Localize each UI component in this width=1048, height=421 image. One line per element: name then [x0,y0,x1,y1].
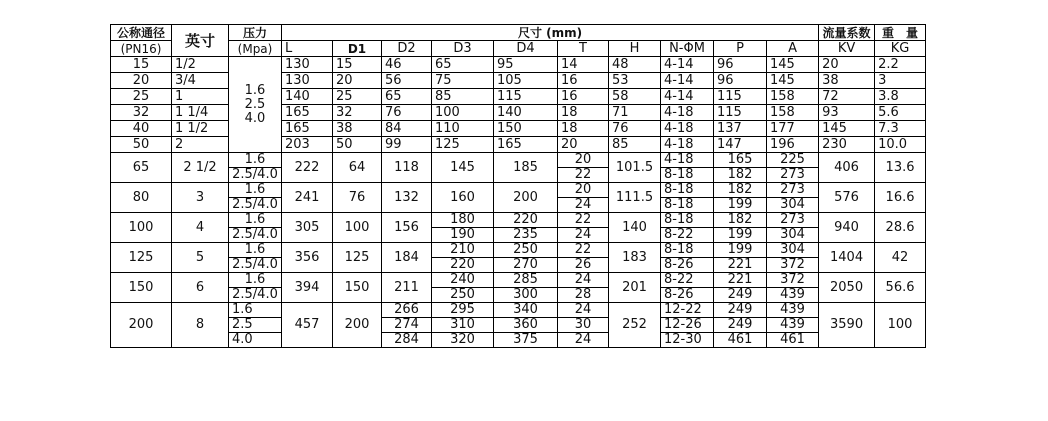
cell-nm: 4-18 [661,153,714,168]
cell-d2: 46 [382,57,432,73]
cell-kg: 3 [875,73,926,89]
cell-p: 115 [714,105,767,121]
cell-h: 140 [609,213,661,243]
cell-d4: 375 [494,333,558,348]
cell-kg: 28.6 [875,213,926,243]
cell-p: 221 [714,273,767,288]
cell-l: 305 [282,213,333,243]
cell-d1: 38 [333,121,382,137]
cell-kv: 2050 [819,273,875,303]
cell-inch: 8 [172,303,229,348]
col-header: T [558,41,609,57]
cell-pressure: 2.5/4.0 [229,288,282,303]
cell-inch: 6 [172,273,229,303]
cell-p: 221 [714,258,767,273]
cell-nm: 12-30 [661,333,714,348]
cell-p: 115 [714,89,767,105]
cell-a: 439 [767,303,819,318]
cell-d4: 105 [494,73,558,89]
col-header: A [767,41,819,57]
cell-l: 457 [282,303,333,348]
cell-pressure: 2.5/4.0 [229,168,282,183]
cell-a: 372 [767,273,819,288]
cell-d4: 250 [494,243,558,258]
header-pn: (PN16) [111,41,172,57]
cell-d3: 85 [432,89,494,105]
cell-inch: 3/4 [172,73,229,89]
cell-p: 249 [714,318,767,333]
cell-d4: 150 [494,121,558,137]
cell-d3: 320 [432,333,494,348]
cell-nm: 4-18 [661,121,714,137]
cell-a: 145 [767,73,819,89]
cell-d2: 156 [382,213,432,243]
cell-pressure: 1.6 [229,303,282,318]
cell-kg: 56.6 [875,273,926,303]
cell-kg: 5.6 [875,105,926,121]
cell-t: 16 [558,73,609,89]
cell-kv: 145 [819,121,875,137]
cell-d1: 76 [333,183,382,213]
cell-d4: 200 [494,183,558,213]
cell-d4: 220 [494,213,558,228]
cell-t: 26 [558,258,609,273]
cell-h: 111.5 [609,183,661,213]
cell-dn: 200 [111,303,172,348]
cell-p: 199 [714,243,767,258]
cell-dn: 150 [111,273,172,303]
cell-p: 165 [714,153,767,168]
cell-nm: 8-22 [661,228,714,243]
cell-t: 18 [558,121,609,137]
cell-t: 28 [558,288,609,303]
cell-d2: 56 [382,73,432,89]
cell-a: 304 [767,228,819,243]
cell-d1: 50 [333,137,382,153]
cell-nm: 4-18 [661,137,714,153]
cell-kg: 100 [875,303,926,348]
cell-dn: 25 [111,89,172,105]
cell-nm: 8-26 [661,258,714,273]
cell-dn: 65 [111,153,172,183]
cell-d2: 118 [382,153,432,183]
cell-a: 304 [767,198,819,213]
cell-a: 273 [767,168,819,183]
cell-d1: 125 [333,243,382,273]
cell-p: 96 [714,57,767,73]
cell-pressure-group [229,57,282,153]
cell-h: 58 [609,89,661,105]
col-header: H [609,41,661,57]
pressure-value: 4.0 [244,110,266,126]
cell-d3: 240 [432,273,494,288]
cell-kv: 940 [819,213,875,243]
cell-l: 165 [282,105,333,121]
cell-d2: 266 [382,303,432,318]
cell-p: 137 [714,121,767,137]
cell-inch: 5 [172,243,229,273]
cell-nm: 8-18 [661,213,714,228]
cell-t: 20 [558,183,609,198]
cell-a: 158 [767,105,819,121]
col-header: KV [819,41,875,57]
cell-kv: 230 [819,137,875,153]
cell-a: 439 [767,288,819,303]
cell-d1: 150 [333,273,382,303]
cell-p: 249 [714,288,767,303]
header-flow: 流量系数 [819,25,875,41]
cell-pressure: 4.0 [229,333,282,348]
cell-t: 24 [558,228,609,243]
cell-p: 182 [714,168,767,183]
col-header: P [714,41,767,57]
cell-d2: 76 [382,105,432,121]
cell-d3: 180 [432,213,494,228]
cell-kg: 42 [875,243,926,273]
cell-h: 71 [609,105,661,121]
cell-t: 14 [558,57,609,73]
cell-kg: 13.6 [875,153,926,183]
cell-d3: 250 [432,288,494,303]
cell-d3: 110 [432,121,494,137]
cell-l: 394 [282,273,333,303]
cell-dn: 40 [111,121,172,137]
cell-a: 439 [767,318,819,333]
col-header: L [282,41,333,57]
cell-t: 24 [558,303,609,318]
cell-d3: 220 [432,258,494,273]
cell-inch: 4 [172,213,229,243]
cell-d4: 270 [494,258,558,273]
cell-dn: 20 [111,73,172,89]
cell-dn: 80 [111,183,172,213]
cell-l: 241 [282,183,333,213]
cell-d1: 15 [333,57,382,73]
cell-d4: 140 [494,105,558,121]
cell-kg: 10.0 [875,137,926,153]
cell-kv: 576 [819,183,875,213]
cell-pressure: 1.6 [229,153,282,168]
cell-d2: 84 [382,121,432,137]
cell-pressure: 1.6 [229,273,282,288]
cell-a: 196 [767,137,819,153]
cell-t: 18 [558,105,609,121]
cell-nm: 8-22 [661,273,714,288]
cell-t: 30 [558,318,609,333]
cell-t: 20 [558,153,609,168]
cell-d3: 160 [432,183,494,213]
cell-inch: 1 1/2 [172,121,229,137]
cell-d3: 75 [432,73,494,89]
cell-p: 96 [714,73,767,89]
col-header: D4 [494,41,558,57]
cell-kv: 93 [819,105,875,121]
cell-dn: 15 [111,57,172,73]
pressure-value: 2.5 [244,96,266,112]
cell-t: 16 [558,89,609,105]
cell-d3: 100 [432,105,494,121]
cell-kg: 7.3 [875,121,926,137]
cell-nm: 12-22 [661,303,714,318]
cell-l: 356 [282,243,333,273]
pressure-value: 1.6 [244,82,266,98]
cell-inch: 1/2 [172,57,229,73]
header-nominal: 公称通径 [111,25,172,41]
cell-d2: 184 [382,243,432,273]
cell-a: 225 [767,153,819,168]
cell-l: 165 [282,121,333,137]
cell-d4: 300 [494,288,558,303]
cell-d2: 211 [382,273,432,303]
col-header: KG [875,41,926,57]
cell-inch: 2 [172,137,229,153]
cell-t: 22 [558,213,609,228]
cell-pressure: 2.5 [229,318,282,333]
cell-p: 249 [714,303,767,318]
cell-kv: 72 [819,89,875,105]
cell-t: 22 [558,243,609,258]
cell-l: 203 [282,137,333,153]
cell-t: 24 [558,333,609,348]
cell-l: 222 [282,153,333,183]
cell-inch: 1 [172,89,229,105]
valve-dimension-table [110,24,926,348]
cell-p: 182 [714,183,767,198]
cell-h: 252 [609,303,661,348]
col-header: D2 [382,41,432,57]
cell-d1: 64 [333,153,382,183]
cell-pressure: 2.5/4.0 [229,228,282,243]
cell-d2: 274 [382,318,432,333]
header-dimensions: 尺寸 (mm) [282,25,819,41]
col-header: D1 [333,41,382,57]
cell-h: 183 [609,243,661,273]
cell-nm: 8-18 [661,243,714,258]
cell-inch: 1 1/4 [172,105,229,121]
cell-h: 201 [609,273,661,303]
cell-d3: 210 [432,243,494,258]
cell-l: 140 [282,89,333,105]
cell-d3: 295 [432,303,494,318]
cell-pressure: 2.5/4.0 [229,258,282,273]
cell-h: 85 [609,137,661,153]
cell-d2: 99 [382,137,432,153]
cell-p: 147 [714,137,767,153]
cell-a: 158 [767,89,819,105]
cell-kv: 1404 [819,243,875,273]
cell-d4: 235 [494,228,558,243]
cell-pressure: 2.5/4.0 [229,198,282,213]
cell-d1: 100 [333,213,382,243]
cell-inch: 3 [172,183,229,213]
cell-d3: 125 [432,137,494,153]
cell-kg: 16.6 [875,183,926,213]
cell-pressure: 1.6 [229,183,282,198]
col-header: D3 [432,41,494,57]
cell-p: 461 [714,333,767,348]
cell-kv: 406 [819,153,875,183]
cell-nm: 8-26 [661,288,714,303]
header-inch: 英寸 [172,25,229,57]
cell-d2: 65 [382,89,432,105]
cell-d4: 285 [494,273,558,288]
cell-nm: 8-18 [661,183,714,198]
cell-inch: 2 1/2 [172,153,229,183]
cell-nm: 8-18 [661,168,714,183]
cell-nm: 4-14 [661,89,714,105]
cell-nm: 4-14 [661,73,714,89]
cell-d3: 190 [432,228,494,243]
cell-d4: 340 [494,303,558,318]
cell-h: 53 [609,73,661,89]
cell-t: 24 [558,198,609,213]
cell-dn: 32 [111,105,172,121]
cell-d2: 284 [382,333,432,348]
cell-d4: 115 [494,89,558,105]
cell-p: 182 [714,213,767,228]
cell-nm: 4-18 [661,105,714,121]
cell-d4: 360 [494,318,558,333]
cell-d1: 20 [333,73,382,89]
cell-t: 22 [558,168,609,183]
cell-t: 24 [558,273,609,288]
cell-a: 372 [767,258,819,273]
cell-l: 130 [282,73,333,89]
cell-h: 101.5 [609,153,661,183]
cell-nm: 12-26 [661,318,714,333]
cell-dn: 125 [111,243,172,273]
cell-p: 199 [714,228,767,243]
cell-pressure: 1.6 [229,243,282,258]
cell-d2: 132 [382,183,432,213]
cell-d1: 32 [333,105,382,121]
cell-a: 145 [767,57,819,73]
cell-d4: 95 [494,57,558,73]
cell-d4: 185 [494,153,558,183]
cell-a: 177 [767,121,819,137]
cell-kv: 38 [819,73,875,89]
cell-d1: 200 [333,303,382,348]
col-header: N-ΦM [661,41,714,57]
cell-d1: 25 [333,89,382,105]
cell-nm: 8-18 [661,198,714,213]
cell-kg: 3.8 [875,89,926,105]
cell-pressure: 1.6 [229,213,282,228]
cell-l: 130 [282,57,333,73]
cell-h: 76 [609,121,661,137]
cell-nm: 4-14 [661,57,714,73]
cell-d3: 310 [432,318,494,333]
cell-d3: 145 [432,153,494,183]
header-pressure: 压力 [229,25,282,41]
cell-a: 304 [767,243,819,258]
cell-kg: 2.2 [875,57,926,73]
cell-kv: 3590 [819,303,875,348]
header-weight: 重 量 [875,25,926,41]
cell-t: 20 [558,137,609,153]
cell-d3: 65 [432,57,494,73]
cell-p: 199 [714,198,767,213]
cell-dn: 50 [111,137,172,153]
cell-a: 461 [767,333,819,348]
cell-a: 273 [767,183,819,198]
cell-d4: 165 [494,137,558,153]
cell-dn: 100 [111,213,172,243]
cell-kv: 20 [819,57,875,73]
cell-h: 48 [609,57,661,73]
cell-a: 273 [767,213,819,228]
header-mpa: (Mpa) [229,41,282,57]
